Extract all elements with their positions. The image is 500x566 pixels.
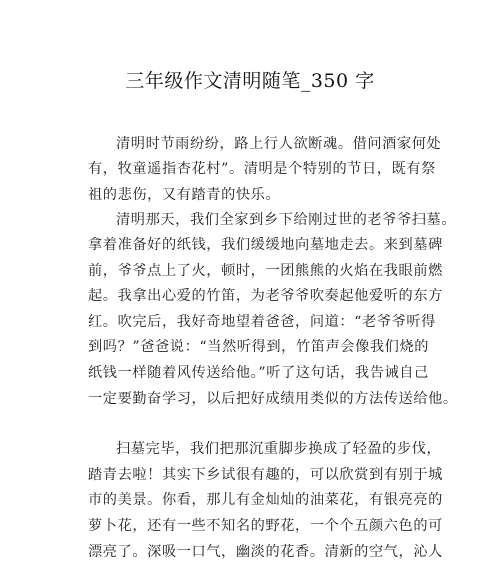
paragraph-2-line-8: 一定要勤奋学习，以后把好成绩用类似的方法传送给他。 bbox=[88, 391, 458, 407]
document-title: 三年级作文清明随笔_350 字 bbox=[125, 70, 375, 92]
paragraph-3-line-5: 漂亮了。深吸一口气，幽淡的花香。清新的空气，沁人 bbox=[88, 544, 443, 560]
paragraph-3-line-2: 踏青去啦！其实下乡试很有趣的，可以欣赏到有别于城 bbox=[88, 467, 443, 483]
paragraph-3-line-1: 扫墓完毕，我们把那沉重脚步换成了轻盈的步伐， bbox=[116, 441, 442, 457]
paragraph-3-line-3: 市的美景。你看，那儿有金灿灿的油菜花，有银亮亮的 bbox=[88, 492, 443, 508]
paragraph-2-line-5: 红。吹完后，我好奇地望着爸爸，问道：“老爷爷听得 bbox=[88, 314, 436, 330]
paragraph-1-line-2: 有，牧童遥指杏花村”。清明是个特别的节日，既有祭 bbox=[88, 161, 436, 177]
paragraph-2-line-7: 纸钱一样随着风传送给他。”听了这句话，我告诫自己 bbox=[88, 365, 429, 381]
paragraph-2-line-2: 拿着准备好的纸钱，我们缓缓地向墓地走去。来到墓碑 bbox=[88, 237, 443, 253]
paragraph-2-line-1: 清明那天，我们全家到乡下给刚过世的老爷爷扫墓。 bbox=[116, 212, 457, 228]
paragraph-1-line-3: 祖的悲伤，又有踏青的快乐。 bbox=[88, 187, 281, 203]
paragraph-2-line-4: 起。我拿出心爱的竹笛，为老爷爷吹奏起他爱听的东方 bbox=[88, 288, 443, 304]
paragraph-2-line-6: 到吗？”爸爸说：“当然听得到，竹笛声会像我们烧的 bbox=[88, 339, 430, 355]
paragraph-2-line-3: 前，爷爷点上了火，顿时，一团熊熊的火焰在我眼前燃 bbox=[88, 263, 443, 279]
paragraph-3-line-4: 萝卜花，还有一些不知名的野花，一个个五颜六色的可 bbox=[88, 518, 443, 534]
paragraph-1-line-1: 清明时节雨纷纷，路上行人欲断魂。借问酒家何处 bbox=[116, 136, 442, 152]
